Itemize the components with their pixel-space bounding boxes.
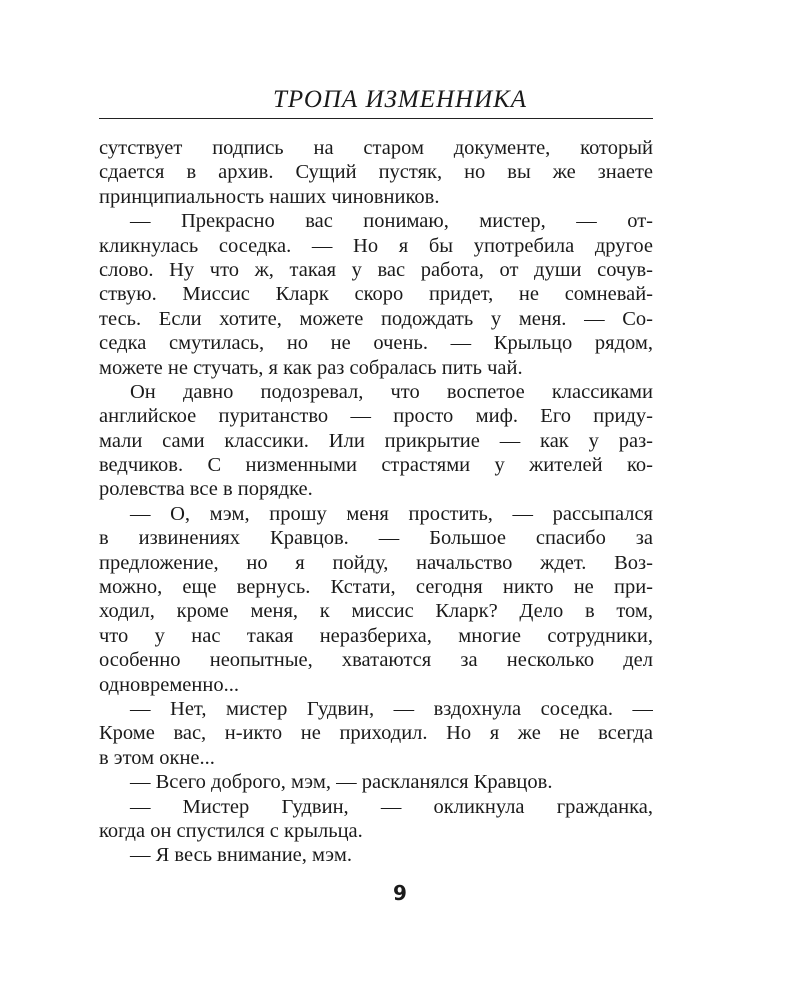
- text-line: особенно неопытные, хватаются за несколько дел: [99, 649, 653, 672]
- text-line: когда он спустился с крыльца.: [99, 819, 363, 842]
- text-line: что у нас такая неразбериха, многие сотрудники,: [99, 624, 653, 647]
- header-rule: [99, 118, 653, 119]
- text-line: принципиальность наших чиновников.: [99, 185, 440, 208]
- text-line: сутствует подпись на старом документе, который: [99, 137, 653, 159]
- running-title: ТРОПА ИЗМЕННИКА: [272, 86, 528, 113]
- text-line: слово. Ну что ж, такая у вас работа, от души сочув-: [99, 258, 653, 281]
- text-line: предложение, но я пойду, начальство ждет. Воз-: [99, 551, 653, 574]
- text-line: в этом окне...: [99, 746, 215, 769]
- text-line: — Всего доброго, мэм, — раскланялся Кравцов.: [130, 771, 553, 794]
- text-line: английское пуританство — просто миф. Его приду-: [99, 405, 653, 428]
- page-number: 9: [393, 881, 407, 905]
- text-line: — Мистер Гудвин, — окликнула гражданка,: [130, 795, 653, 818]
- text-line: — Прекрасно вас понимаю, мистер, — от-: [130, 210, 653, 233]
- text-line: одновременно...: [99, 673, 239, 696]
- text-line: — Нет, мистер Гудвин, — вздохнула соседка. —: [130, 697, 653, 720]
- text-line: кликнулась соседка. — Но я бы употребила другое: [99, 234, 653, 257]
- text-line: мали сами классики. Или прикрытие — как у раз-: [99, 429, 653, 452]
- text-line: можете не стучать, я как раз собралась пить чай.: [99, 356, 523, 379]
- text-line: ходил, кроме меня, к миссис Кларк? Дело в том,: [99, 600, 653, 623]
- text-line: сдается в архив. Сущий пустяк, но вы же знаете: [99, 161, 653, 184]
- text-line: ствую. Миссис Кларк скоро придет, не сомневай-: [99, 283, 653, 306]
- text-line: можно, еще вернусь. Кстати, сегодня никто не при-: [99, 576, 653, 599]
- text-line: Он давно подозревал, что воспетое классиками: [130, 380, 653, 403]
- text-line: — Я весь внимание, мэм.: [130, 844, 352, 867]
- text-line: в извинениях Кравцов. — Большое спасибо за: [99, 527, 653, 550]
- text-line: тесь. Если хотите, можете подождать у меня. — Со-: [99, 307, 653, 330]
- text-line: — О, мэм, прошу меня простить, — рассыпался: [130, 502, 653, 525]
- text-line: седка смутилась, но не очень. — Крыльцо рядом,: [99, 332, 653, 355]
- text-line: Кроме вас, н-икто не приходил. Но я же не всегда: [99, 722, 653, 745]
- text-line: ведчиков. С низменными страстями у жителей ко-: [99, 454, 653, 477]
- body-text: [99, 136, 653, 868]
- text-line: ролевства все в порядке.: [99, 478, 313, 501]
